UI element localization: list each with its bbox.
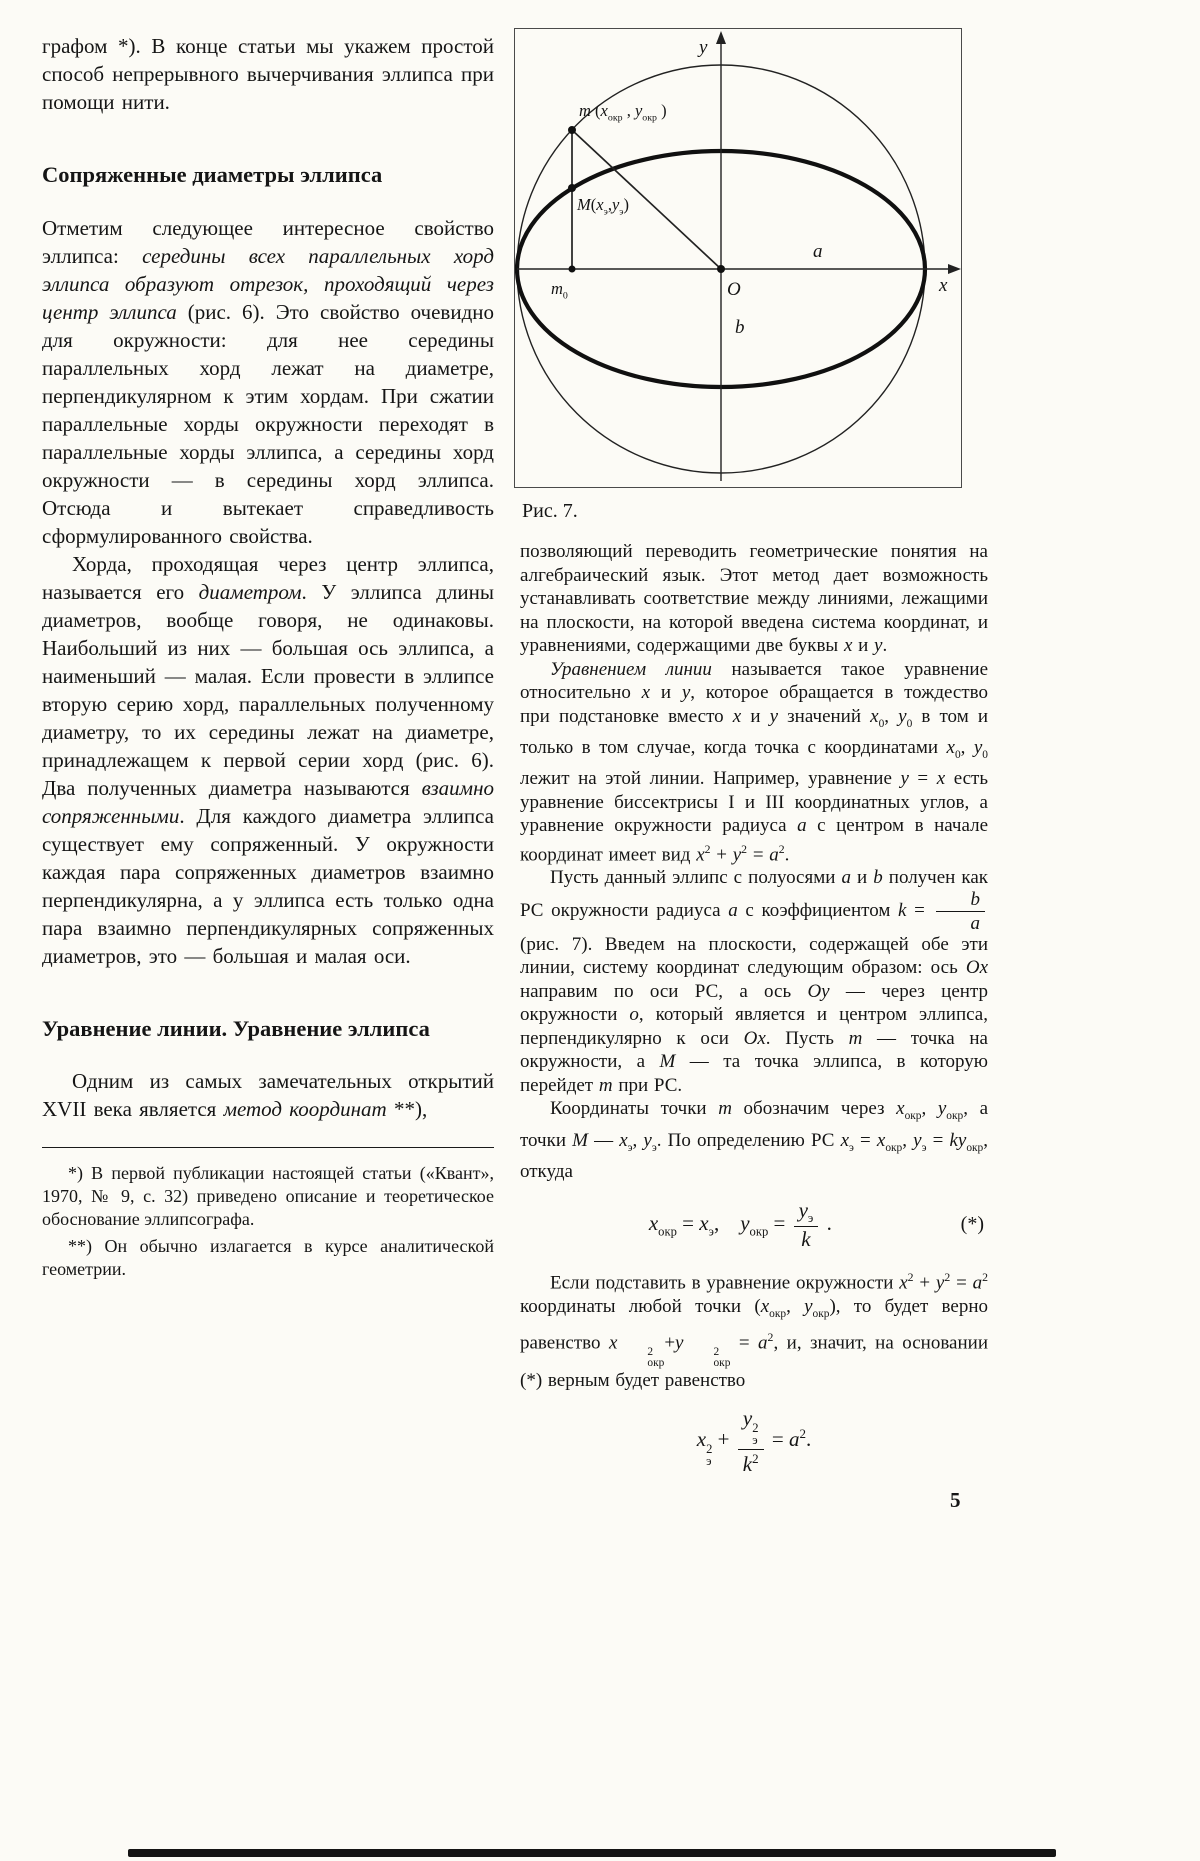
- equation-star-tag: (*): [960, 1213, 984, 1236]
- page-number: 5: [950, 1488, 961, 1512]
- semi-axis-b-label: b: [735, 317, 745, 338]
- point-m-label: m ($x_{окр}$ , $у_{окр}$ ): [579, 101, 667, 124]
- paragraph-intro: графом *). В конце статьи мы укажем простой способ непрерывного вычерчивания эллипса при помощи нити.: [42, 34, 494, 114]
- paragraph-line-equation-definition: Уравнением линии называется такое уравнение относительно x и у, которое обращается в тождество при подстановке вместо x и у значений $x_0$, $у_0$ в том и только в том случае, когда точка с координатами $x_0$, $у_0$ лежит на этой линии. Например, уравнение у = x есть уравнение биссектрисы I и III координатных углов, а уравнение окружности радиуса a с центром в начале координат имеет вид $x^2 + у^2 = a^2$.: [520, 658, 989, 865]
- equation-final: [520, 1408, 988, 1475]
- right-column: [520, 540, 988, 1491]
- scan-artifact-line: [128, 1849, 1056, 1857]
- point-M-label: $М(x_э,у_э)$: [577, 195, 630, 218]
- footnote-2: **) Он обычно излагается в курсе аналитической геометрии.: [42, 1236, 494, 1280]
- equation-star-body: $x_{окр} = x_э$, $у_{окр}$ = $\frac{у_э}{k}$ .: [648, 1197, 832, 1252]
- paragraph-conjugate-1: Отметим следующее интересное свойство эллипса: середины всех параллельных хорд эллипса образуют отрезок, проходящий через центр эллипса (рис. 6). Это свойство очевидно для окружности: для нее середины параллельных хорд лежат на диаметре, перпендикулярном к этим хордам. При сжатии параллельные хорды окружности переходят в параллельные хорды эллипса, а середины хорд окружности — в середины хорд эллипса. Отсюда и вытекает справедливость сформулированного свойства.: [42, 215, 494, 548]
- paragraph-coordinates: Координаты точки m обозначим через $x_{окр}$, $у_{окр}$, а точки M — $x_э$, $у_э$. По определению РС $x_э = x_{окр}$, $у_э = kу_{окр}$, откуда: [520, 1098, 989, 1183]
- semi-axis-a-label: a: [813, 241, 823, 262]
- paragraph-ellipse-construction: Пусть данный эллипс с полуосями a и b получен как РС окружности радиуса a с коэффициентом k = $\frac{b}{a}$ (рис. 7). Введем на плоскости, содержащей обе эти линии, систему координат следующим образом: ось Ox направим по оси РС, а ось Oу — через центр окружности o, который является и центром эллипса, перпендикулярно к оси Ox. Пусть m — точка на окружности, а М — та точка эллипса, в которую перейдет m при РС.: [520, 867, 989, 1096]
- y-axis-label: у: [699, 37, 708, 58]
- point-m0-label: $m_0$: [551, 279, 568, 302]
- point-M: [568, 184, 576, 192]
- y-axis-arrow: [716, 31, 726, 44]
- equation-final-body: x 2 э + у 2 э $k^2$ = $a^2$.: [696, 1406, 812, 1476]
- figure-drawing: [515, 29, 961, 487]
- paragraph-method-continuation: позволяющий переводить геометрические понятия на алгебраический язык. Этот метод дает возможность устанавливать соответствие между линиями, лежащими на плоскости, на которой введена система координат, и уравнениями, содержащими две буквы x и у.: [520, 541, 988, 656]
- footnote-1: *) В первой публикации настоящей статьи («Квант», 1970, № 9, с. 32) приведено описание и теоретическое обоснование эллипсографа.: [42, 1163, 494, 1230]
- point-m0: [569, 266, 576, 273]
- x-axis-arrow: [948, 264, 961, 274]
- left-column: [42, 32, 494, 1285]
- point-O: [717, 265, 725, 273]
- figure-caption: Рис. 7.: [522, 500, 578, 522]
- origin-label: O: [727, 279, 741, 300]
- paragraph-method-of-coordinates: Одним из самых замечательных открытий XVII века является метод координат **),: [42, 1069, 494, 1122]
- paragraph-conjugate-2: Хорда, проходящая через центр эллипса, называется его диаметром. У эллипса длины диаметров, вообще говоря, не одинаковы. Наибольший из них — большая ось эллипса, а наименьший — малая. Если провести в эллипсе вторую серию хорд, параллельных полученному диаметру, то их середины лежат на диаметре, принадлежащем к первой серии хорд (рис. 6). Два полученных диаметра называются взаимно сопряженными. Для каждого диаметра эллипса существует ему сопряженный. У окружности каждая пара сопряженных диаметров взаимно перпендикулярна, а у эллипса есть только одна пара взаимно перпендикулярных сопряженных диаметров, это — большая и малая оси.: [42, 551, 494, 968]
- paragraph-substitution: Если подставить в уравнение окружности $x^2 + у^2 = a^2$ координаты любой точки ($x_{окр}$, $у_{окр}$), то будет верно равенство x 2 окр +у 2 окр = $a^2$, и, значит, на основании (*) верным будет равенство: [520, 1271, 988, 1391]
- equation-star: [520, 1197, 988, 1252]
- section-heading-conjugate-diameters: Сопряженные диаметры эллипса: [42, 162, 383, 187]
- point-m: [568, 126, 576, 134]
- section-heading-line-equation: Уравнение линии. Уравнение эллипса: [42, 1015, 430, 1041]
- x-axis-label: х: [939, 275, 948, 296]
- footnote-divider: [42, 1147, 494, 1148]
- figure-7: [514, 28, 962, 488]
